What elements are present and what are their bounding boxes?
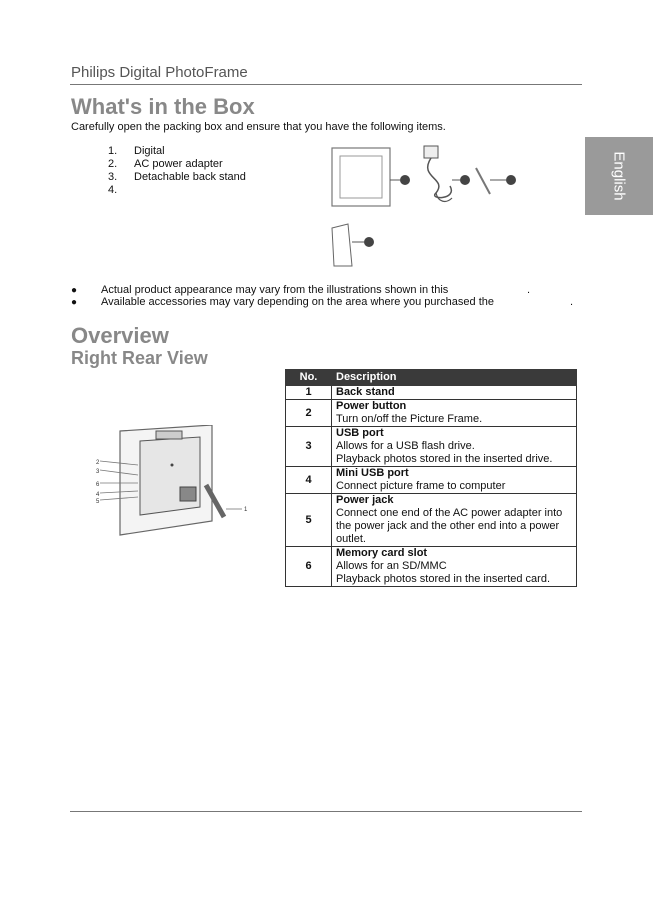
note-item: ● Available accessories may vary depending on the area where you purchased the: [71, 296, 494, 308]
row-detail: Playback photos stored in the inserted drive.: [336, 453, 553, 465]
row-number: 4: [286, 467, 332, 494]
box-contents-illustration: [318, 138, 538, 268]
row-title: Power jack: [336, 494, 394, 506]
row-number: 1: [286, 386, 332, 400]
callout-label: 5: [96, 499, 100, 505]
table-row: [286, 547, 577, 587]
list-item: 4.: [108, 184, 118, 196]
bullet-icon: ●: [71, 285, 78, 296]
language-tab: [585, 137, 653, 215]
table-header-row: [286, 370, 577, 386]
table-row: [286, 494, 577, 547]
footer-rule: [70, 811, 582, 812]
callout-label: 1: [244, 507, 248, 513]
list-item: 2. AC power adapter: [108, 158, 223, 170]
document-header: Philips Digital PhotoFrame: [71, 64, 248, 81]
bullet-icon: ●: [71, 297, 78, 308]
row-number: 3: [286, 427, 332, 467]
manual-drawing: [332, 224, 374, 266]
box-items-list: [108, 145, 246, 197]
note-tail: .: [570, 296, 574, 308]
photo-frame-drawing: [332, 148, 410, 206]
row-title: Power button: [336, 400, 407, 412]
row-detail: Turn on/off the Picture Frame.: [336, 413, 483, 425]
row-description: [332, 547, 577, 587]
table-row: [286, 467, 577, 494]
row-title: Back stand: [336, 386, 395, 398]
table-row: [286, 400, 577, 427]
row-detail: Allows for an SD/MMC: [336, 560, 447, 572]
column-header-no: No.: [286, 370, 332, 386]
row-number: 2: [286, 400, 332, 427]
callout-label: 3: [96, 469, 100, 475]
callout-label: 4: [96, 492, 100, 498]
power-adapter-drawing: [424, 146, 470, 201]
back-stand-drawing: [476, 168, 516, 194]
row-description: [332, 386, 577, 400]
box-intro: Carefully open the packing box and ensure that you have the following items.: [71, 121, 446, 133]
language-tab-label: English: [610, 151, 628, 201]
list-item: 1. Digital: [108, 145, 165, 157]
table-row: [286, 427, 577, 467]
parts-table: [285, 369, 577, 587]
row-detail: Connect picture frame to computer: [336, 480, 506, 492]
header-rule: [70, 84, 582, 85]
section-heading-overview: Overview: [71, 323, 169, 348]
row-description: [332, 494, 577, 547]
callout-label: 2: [96, 460, 100, 466]
row-detail: Playback photos stored in the inserted card.: [336, 573, 551, 585]
note-tail: .: [527, 284, 531, 296]
row-description: [332, 427, 577, 467]
row-description: [332, 467, 577, 494]
row-detail: Allows for a USB flash drive.: [336, 440, 475, 452]
note-item: ● Actual product appearance may vary from the illustrations shown in this: [71, 284, 449, 296]
rear-view-illustration: [96, 425, 256, 540]
row-number: 6: [286, 547, 332, 587]
callout-label: 6: [96, 482, 100, 488]
row-number: 5: [286, 494, 332, 547]
row-title: Memory card slot: [336, 547, 428, 559]
section-heading-box: What's in the Box: [71, 94, 255, 119]
subheading-right-rear-view: Right Rear View: [71, 348, 208, 368]
row-title: USB port: [336, 427, 384, 439]
column-header-description: Description: [332, 370, 577, 386]
table-row: [286, 386, 577, 400]
row-detail: Connect one end of the AC power adapter into the power jack and the other end into a power outlet.: [336, 507, 563, 545]
row-title: Mini USB port: [336, 467, 409, 479]
list-item: 3. Detachable back stand: [108, 171, 246, 183]
row-description: [332, 400, 577, 427]
